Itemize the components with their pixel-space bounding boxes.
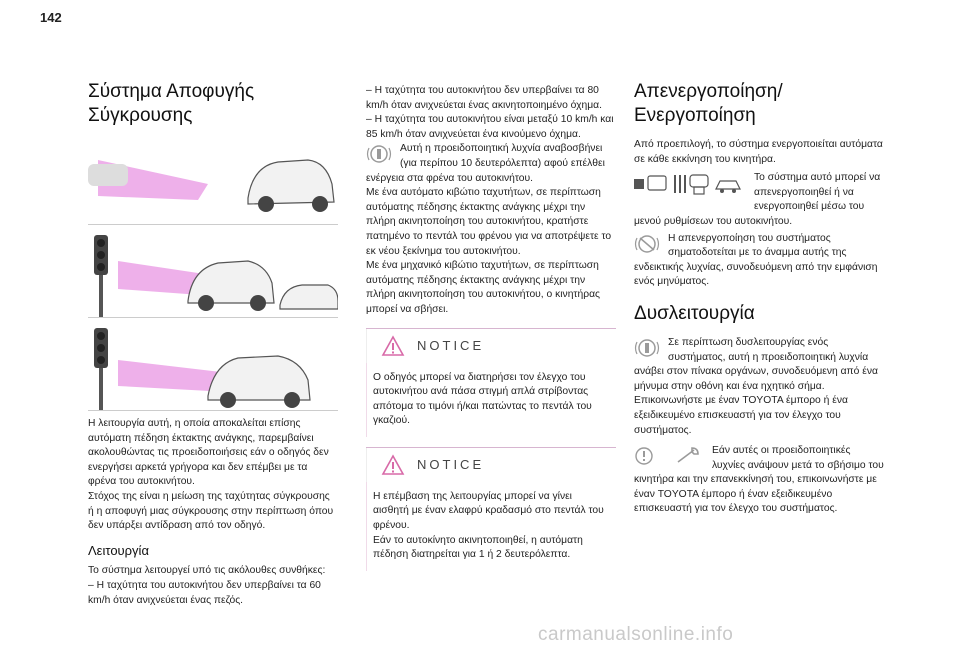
settings-menu-block <box>634 171 884 229</box>
notice-text-2a: Η επέμβαση της λειτουργίας μπορεί να γίνει αισθητή με έναν ελαφρύ κραδασμό στο πεντάλ του φρένου. <box>373 490 604 532</box>
manual-gearbox-text: Με ένα μηχανικό κιβώτιο ταχυτήτων, σε περίπτωση αυτόματης πέδησης έκτακτης ανάγκης μέχρι την πλήρη ακινητοποίηση του αυτοκινήτου, ο κινητήρας μπορεί να σβήσει. <box>366 260 600 315</box>
notice-text-1: Ο οδηγός μπορεί να διατηρήσει τον έλεγχο του αυτοκινήτου ανά πάσα στιγμή απλά στρίβοντας απότομα το τιμόνι ή/και πατώντας το πεντάλ του γκαζιού. <box>373 371 592 427</box>
malfunction-text-1: Σε περίπτωση δυσλειτουργίας ενός συστήματος, αυτή η προειδοποιητική λυχνία ανάβει στον πίνακα οργάνων, συνοδευόμενη από ένα μήνυμα στην οθόνη και ένα ηχητικό σήμα. <box>634 336 878 392</box>
deactivation-text: Η απενεργοποίηση του συστήματος σηματοδοτείται με το άναμμα αυτής της ενδεικτικής λυχνίας, συνοδευόμενη από την εμφάνιση ενός μηνύματος. <box>634 232 878 288</box>
watermark: carmanualsonline.info <box>538 624 734 645</box>
section-title-collision: Σύστημα Αποφυγής Σύγκρουσης <box>88 81 255 126</box>
malfunction-text-2: Επικοινωνήστε με έναν TOYOTA έμπορο ή ένα εξειδικευμένο επισκευαστή για τον έλεγχο του συστήματος. <box>634 395 848 436</box>
notice-box-1 <box>366 328 616 437</box>
warning-lamp-text: Αυτή η προειδοποιητική λυχνία αναβοσβήνει (για περίπου 10 δευτερόλεπτα) αφού επέλθει ενέργεια στα φρένα του αυτοκινήτου. <box>366 143 605 184</box>
page-number: 142 <box>40 10 62 25</box>
deactivation-lamp-icon <box>634 234 660 260</box>
column-3 <box>634 80 884 517</box>
deactivation-lamp-block <box>634 232 884 290</box>
illustration-traffic-light-svg <box>88 231 338 317</box>
operation-paragraph-2: – Η ταχύτητα του αυτοκινήτου δεν υπερβαίνει τα 60 km/h όταν ανιχνεύεται ένας πεζός. <box>88 579 321 606</box>
condition-80kmh: – Η ταχύτητα του αυτοκινήτου δεν υπερβαίνει τα 80 km/h όταν ανιχνεύεται ένας ακινητοποιημένο όχημα. <box>366 85 602 111</box>
illustration-pedestrian <box>88 324 338 411</box>
section-title-activation: Απενεργοποίηση/ Ενεργοποίηση <box>634 81 783 126</box>
condition-10-85kmh: – Η ταχύτητα του αυτοκινήτου είναι μεταξύ 10 km/h και 85 km/h όταν ανιχνεύεται ένα κινούμενο όχημα. <box>366 114 614 140</box>
malfunction-warning-lamp-icon <box>634 338 660 364</box>
collision-warning-lamp-icon <box>366 144 392 170</box>
malfunction-heading: Δυσλειτουργία <box>634 302 755 324</box>
settings-menu-icons <box>634 173 746 201</box>
column-1 <box>88 80 338 608</box>
service-block <box>634 444 884 517</box>
warning-triangle-icon <box>381 335 405 363</box>
warning-triangle-icon <box>381 454 405 482</box>
service-text: Εάν αυτές οι προειδοποιητικές λυχνίες ανάψουν μετά το σβήσιμο του κινητήρα και την επανεκκίνησή του, επικοινωνήστε με έναν TOYOTA έμπορο ή έναν εξειδικευμένο επισκευαστή για τον έλεγχο του συστήματος. <box>634 445 884 515</box>
intro-paragraph-2: Στόχος της είναι η μείωση της ταχύτητας σύγκρουσης ή η αποφυγή μιας σύγκρουσης στην περίπτωση όπου δεν υπάρξει αντίδραση από τον οδηγό. <box>88 490 334 532</box>
notice-title: NOTICE <box>417 337 485 353</box>
warning-lamp-block <box>366 142 616 186</box>
illustration-car-ahead-svg <box>88 138 338 224</box>
service-wrench-icon <box>634 446 704 472</box>
illustration-pedestrian-svg <box>88 324 338 410</box>
column-2 <box>366 84 616 581</box>
operation-paragraph-1: Το σύστημα λειτουργεί υπό τις ακόλουθες συνθήκες: <box>88 565 326 577</box>
notice-title: NOTICE <box>417 456 485 472</box>
notice-box-2 <box>366 447 616 571</box>
notice-text-2b: Εάν το αυτοκίνητο ακινητοποιηθεί, η αυτόματη πέδηση διατηρείται για 1 ή 2 δευτερόλεπτα. <box>373 534 583 561</box>
settings-menu-text: Το σύστημα αυτό μπορεί να απενεργοποιηθεί ή να ενεργοποιηθεί μέσω του μενού ρυθμίσεων του αυτοκινήτου. <box>634 172 881 227</box>
activation-intro: Από προεπιλογή, το σύστημα ενεργοποιείται αυτόματα σε κάθε εκκίνηση του κινητήρα. <box>634 139 883 165</box>
automatic-gearbox-text: Με ένα αυτόματο κιβώτιο ταχυτήτων, σε περίπτωση αυτόματης πέδησης έκτακτης ανάγκης μέχρι την πλήρη ακινητοποίηση του αυτοκινήτου, κρατήστε πατημένο το πεντάλ του φρένου για να αποτρέψετε το εκ νέου ξεκίνημα του αυτοκινήτου. <box>366 187 612 257</box>
operation-heading: Λειτουργία <box>88 542 149 558</box>
malfunction-block <box>634 336 884 438</box>
illustration-traffic-light <box>88 231 338 318</box>
illustration-car-ahead <box>88 138 338 225</box>
intro-paragraph-1: Η λειτουργία αυτή, η οποία αποκαλείται επίσης αυτόματη πέδηση έκτακτης ανάγκης, παρεμβαίνει ακολουθώντας τις προειδοποιήσεις εάν ο οδηγός δεν ενεργήσει αρκετά γρήγορα και δεν επέμβει με τα φρένα του αυτοκινήτου. <box>88 418 329 488</box>
